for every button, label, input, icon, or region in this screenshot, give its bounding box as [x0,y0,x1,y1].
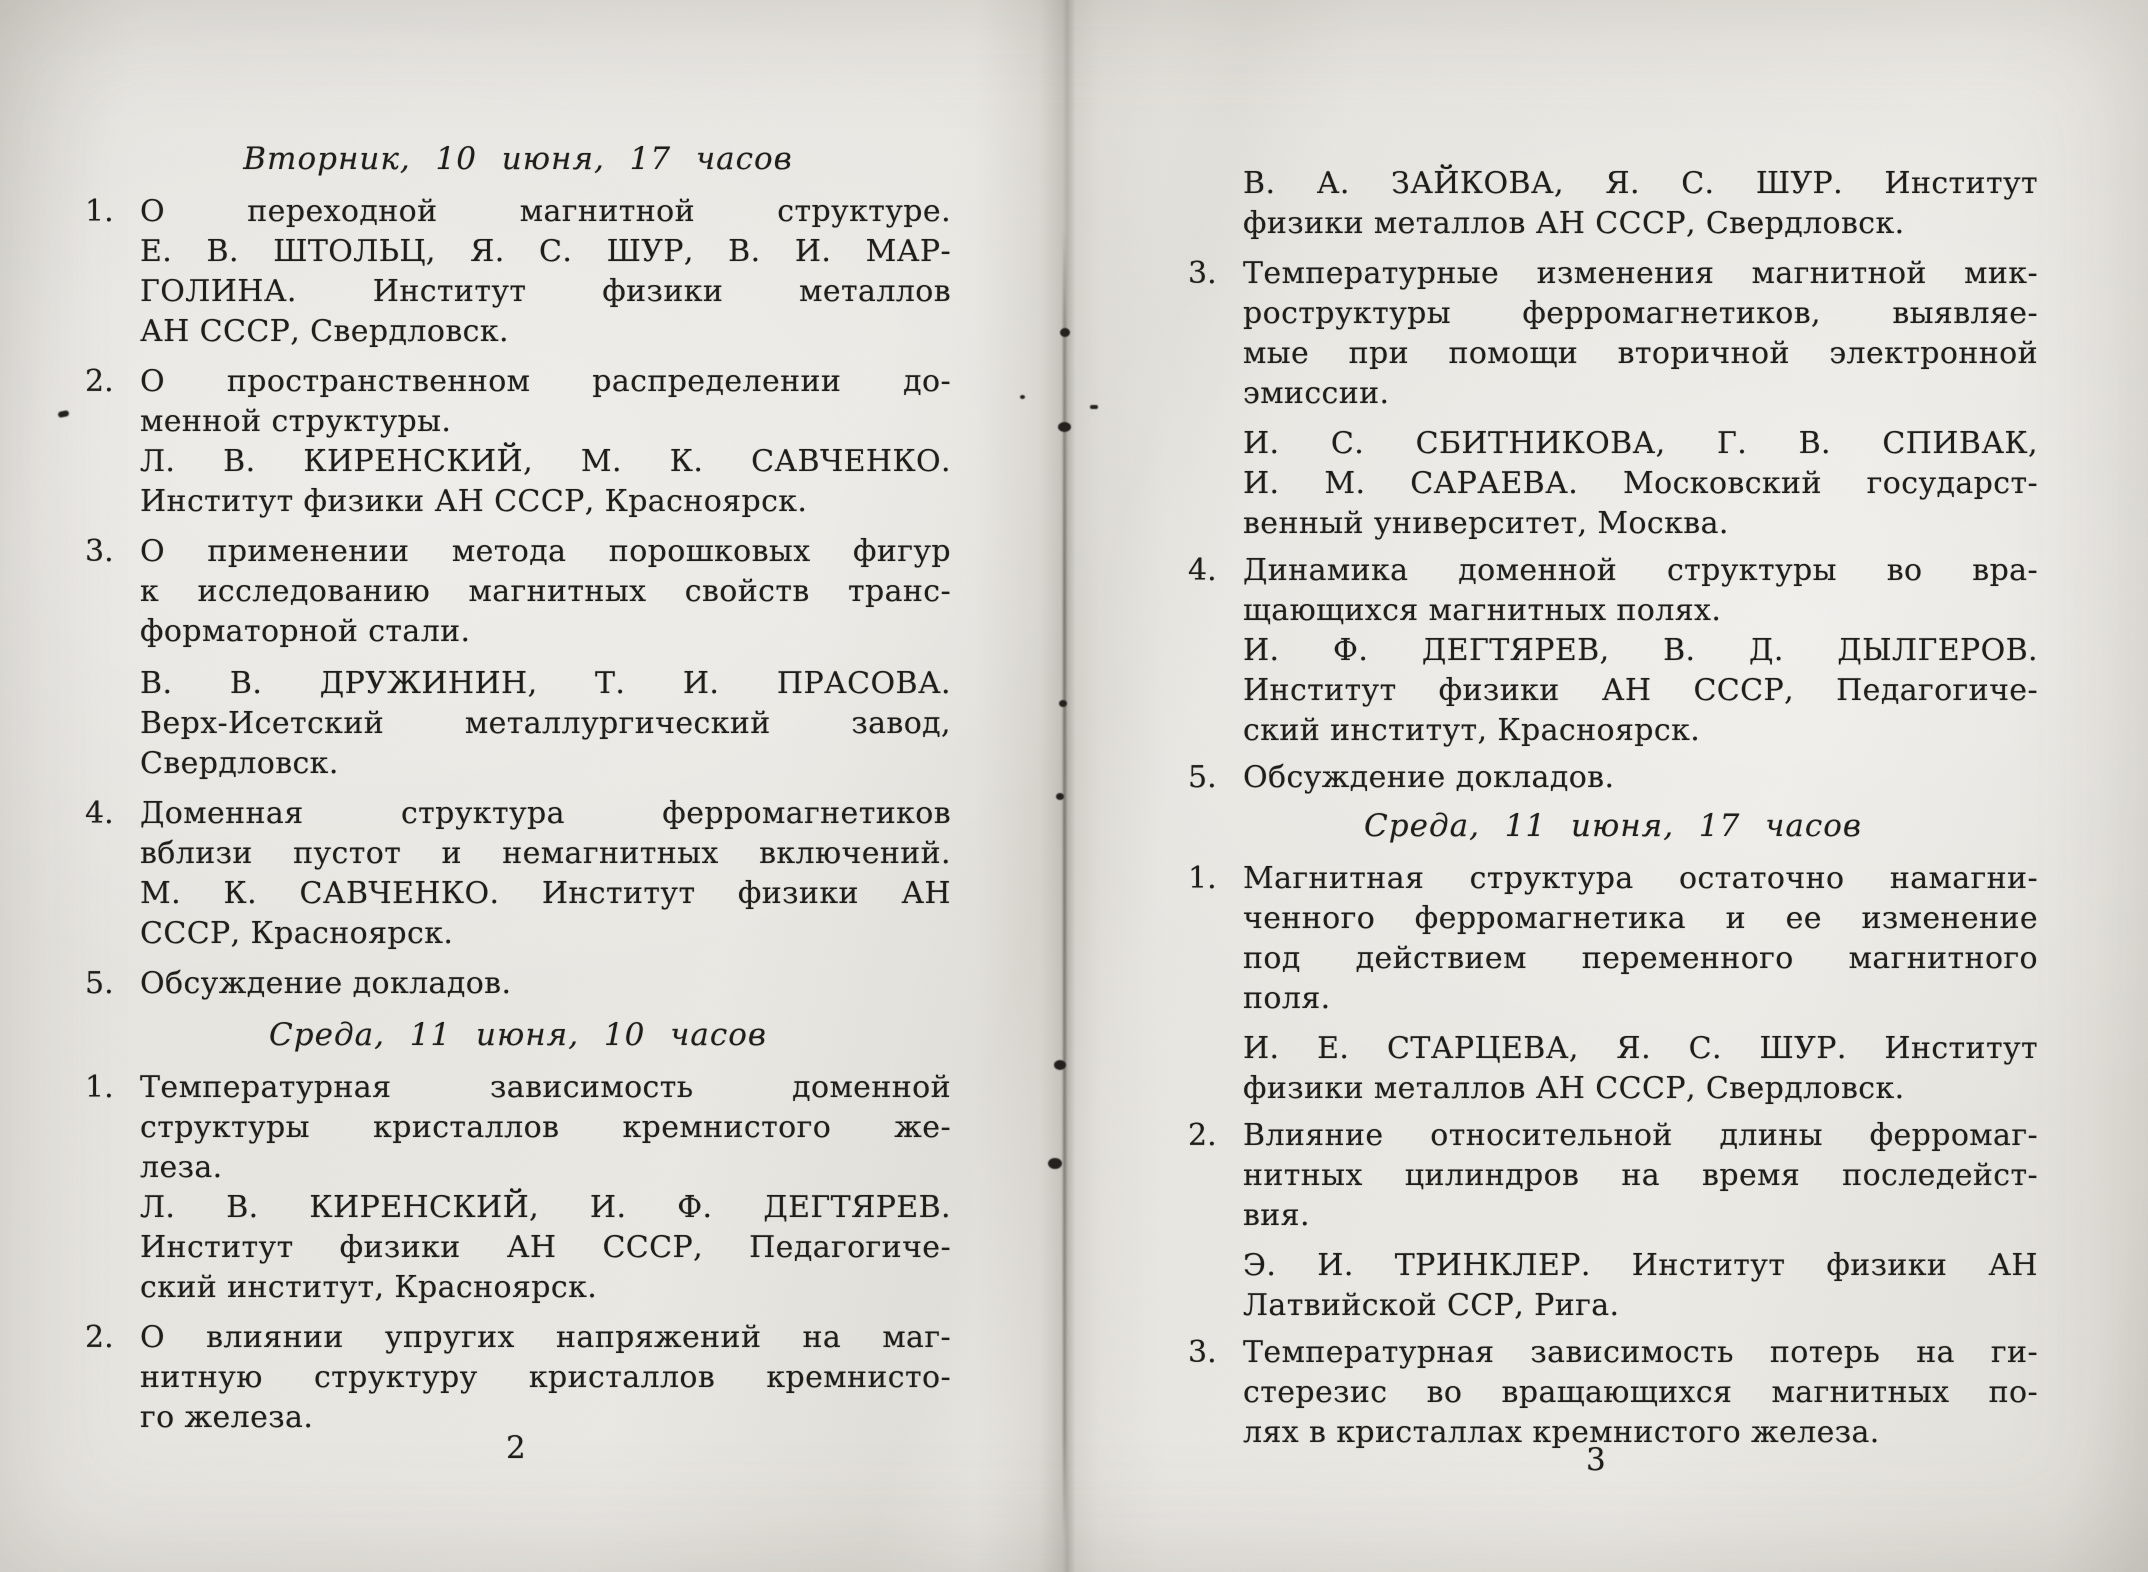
program-item [85,1318,951,1438]
title-paragraph [1243,859,2038,1019]
text-line: Свердловск. [140,746,339,781]
text-line: мые при помощи вторичной электронной [1243,336,2038,371]
continued-paragraph [1188,164,2038,244]
text-line: ский институт, Красноярск. [1243,713,1701,748]
authors-paragraph [1243,424,2038,544]
text-line: Институт физики АН СССР, Педагогиче- [140,1230,951,1265]
text-line: Доменная структура ферромагнетиков [140,796,951,831]
item-number: 5. [1188,760,1217,795]
page-content [85,138,951,1448]
program-item [1188,551,2038,751]
text-line: Институт физики АН СССР, Педагогиче- [1243,673,2038,708]
title-paragraph [1243,1116,2038,1236]
text-line: щающихся магнитных полях. [1243,593,1722,628]
session-header: Вторник, 10 июня, 17 часов [243,141,793,177]
item-body [140,1318,951,1438]
text-line: стерезис во вращающихся магнитных по- [1243,1375,2038,1410]
text-line: Магнитная структура остаточно намагни- [1243,861,2038,896]
program-item [85,964,951,1004]
text-line: Динамика доменной структуры во вра- [1243,553,2038,588]
item-number: 4. [1188,553,1217,588]
program-item [1188,859,2038,1109]
title-paragraph [140,532,951,652]
text-line: нитных цилиндров на время последейст- [1243,1158,2038,1193]
item-number: 4. [85,796,114,831]
program-item [85,192,951,352]
text-line: лях в кристаллах кремнистого железа. [1243,1415,1880,1450]
program-item [1188,1116,2038,1326]
text-line: Л. В. КИРЕНСКИЙ, И. Ф. ДЕГТЯРЕВ. [140,1190,951,1225]
page-number: 3 [1586,1442,1606,1478]
text-line: физики металлов АН СССР, Свердловск. [1243,1071,1905,1106]
title-paragraph [140,964,951,1004]
item-number: 3. [1188,256,1217,291]
text-line: Е. В. ШТОЛЬЦ, Я. С. ШУР, В. И. МАР- [140,234,951,269]
authors-paragraph [140,1188,951,1308]
item-body [1243,164,2038,244]
text-line: вблизи пустот и немагнитных включений. [140,836,951,871]
title-paragraph [140,362,951,442]
authors-paragraph [1243,164,2038,244]
session-header: Среда, 11 июня, 17 часов [1364,808,1862,844]
text-line: Температурная зависимость потерь на ги- [1243,1335,2038,1370]
text-line: О пространственном распределении до- [140,364,951,399]
text-line: Верх-Исетский металлургический завод, [140,706,951,741]
text-line: Э. И. ТРИНКЛЕР. Институт физики АН [1243,1248,2038,1283]
authors-paragraph [140,664,951,784]
text-line: го железа. [140,1400,314,1435]
text-line: Обсуждение докладов. [1243,760,1615,795]
text-line: Влияние относительной длины ферромаг- [1243,1118,2038,1153]
text-line: Институт физики АН СССР, Красноярск. [140,484,808,519]
item-body [1243,1333,2038,1453]
title-and-authors [140,794,951,954]
text-line: М. К. САВЧЕНКО. Институт физики АН [140,876,951,911]
title-paragraph [140,1318,951,1438]
item-number: 5. [85,966,114,1001]
item-body [140,794,951,954]
text-line: И. Е. СТАРЦЕВА, Я. С. ШУР. Институт [1243,1031,2038,1066]
title-paragraph [140,1068,951,1188]
item-body [140,192,951,352]
title-and-authors [140,192,951,352]
text-line: Л. В. КИРЕНСКИЙ, М. К. САВЧЕНКО. [140,444,951,479]
program-item [85,794,951,954]
program-item [85,362,951,522]
text-line: В. А. ЗАЙКОВА, Я. С. ШУР. Институт [1243,166,2038,201]
item-body [1243,551,2038,751]
title-paragraph [1243,551,2038,631]
program-item [1188,254,2038,544]
item-number: 2. [85,1320,114,1355]
text-line: Температурная зависимость доменной [140,1070,951,1105]
text-line: нитную структуру кристаллов кремнисто- [140,1360,951,1395]
title-paragraph [1243,254,2038,414]
text-line: О применении метода порошковых фигур [140,534,951,569]
text-line: О влиянии упругих напряжений на маг- [140,1320,951,1355]
program-item [1188,758,2038,798]
text-line: к исследованию магнитных свойств транс- [140,574,951,609]
item-body [1243,254,2038,544]
text-line: венный университет, Москва. [1243,506,1729,541]
text-line: И. С. СБИТНИКОВА, Г. В. СПИВАК, [1243,426,2038,461]
text-line: физики металлов АН СССР, Свердловск. [1243,206,1905,241]
item-number: 2. [85,364,114,399]
item-body [140,532,951,784]
page-number: 2 [506,1430,526,1466]
item-number: 1. [85,1070,114,1105]
text-line: под действием переменного магнитного [1243,941,2038,976]
text-line: ГОЛИНА. Институт физики металлов [140,274,951,309]
text-line: вия. [1243,1198,1310,1233]
item-body [1243,1116,2038,1326]
text-line: менной структуры. [140,404,452,439]
authors-paragraph [140,442,951,522]
text-line: роструктуры ферромагнетиков, выявляе- [1243,296,2038,331]
program-item [85,1068,951,1308]
item-body [140,362,951,522]
authors-paragraph [1243,1246,2038,1326]
authors-paragraph [1243,1029,2038,1109]
item-body [1243,758,2038,798]
program-item [1188,1333,2038,1453]
title-paragraph [1243,758,2038,798]
text-line: Латвийской ССР, Рига. [1243,1288,1620,1323]
program-item [85,532,951,784]
text-line: О переходной магнитной структуре. [140,194,951,229]
text-line: Температурные изменения магнитной мик- [1243,256,2038,291]
item-number: 1. [1188,861,1217,896]
text-line: ченного ферромагнетика и ее изменение [1243,901,2038,936]
text-line: В. В. ДРУЖИНИН, Т. И. ПРАСОВА. [140,666,951,701]
item-number: 3. [85,534,114,569]
page-3 [1074,0,2148,1572]
item-number: 3. [1188,1335,1217,1370]
item-number: 1. [85,194,114,229]
text-line: структуры кристаллов кремнистого же- [140,1110,951,1145]
text-line: И. М. САРАЕВА. Московский государст- [1243,466,2038,501]
text-line: И. Ф. ДЕГТЯРЕВ, В. Д. ДЫЛГЕРОВ. [1243,633,2038,668]
item-number: 2. [1188,1118,1217,1153]
title-paragraph [1243,1333,2038,1453]
text-line: поля. [1243,981,1331,1016]
text-line: Обсуждение докладов. [140,966,512,1001]
item-body [140,964,951,1004]
authors-paragraph [1243,631,2038,751]
text-line: АН СССР, Свердловск. [140,314,509,349]
text-line: эмиссии. [1243,376,1390,411]
text-line: леза. [140,1150,223,1185]
text-line: СССР, Красноярск. [140,916,454,951]
session-header: Среда, 11 июня, 10 часов [269,1017,767,1053]
item-body [140,1068,951,1308]
item-body [1243,859,2038,1109]
text-line: форматорной стали. [140,614,471,649]
page-content [1188,164,2038,1460]
text-line: ский институт, Красноярск. [140,1270,598,1305]
